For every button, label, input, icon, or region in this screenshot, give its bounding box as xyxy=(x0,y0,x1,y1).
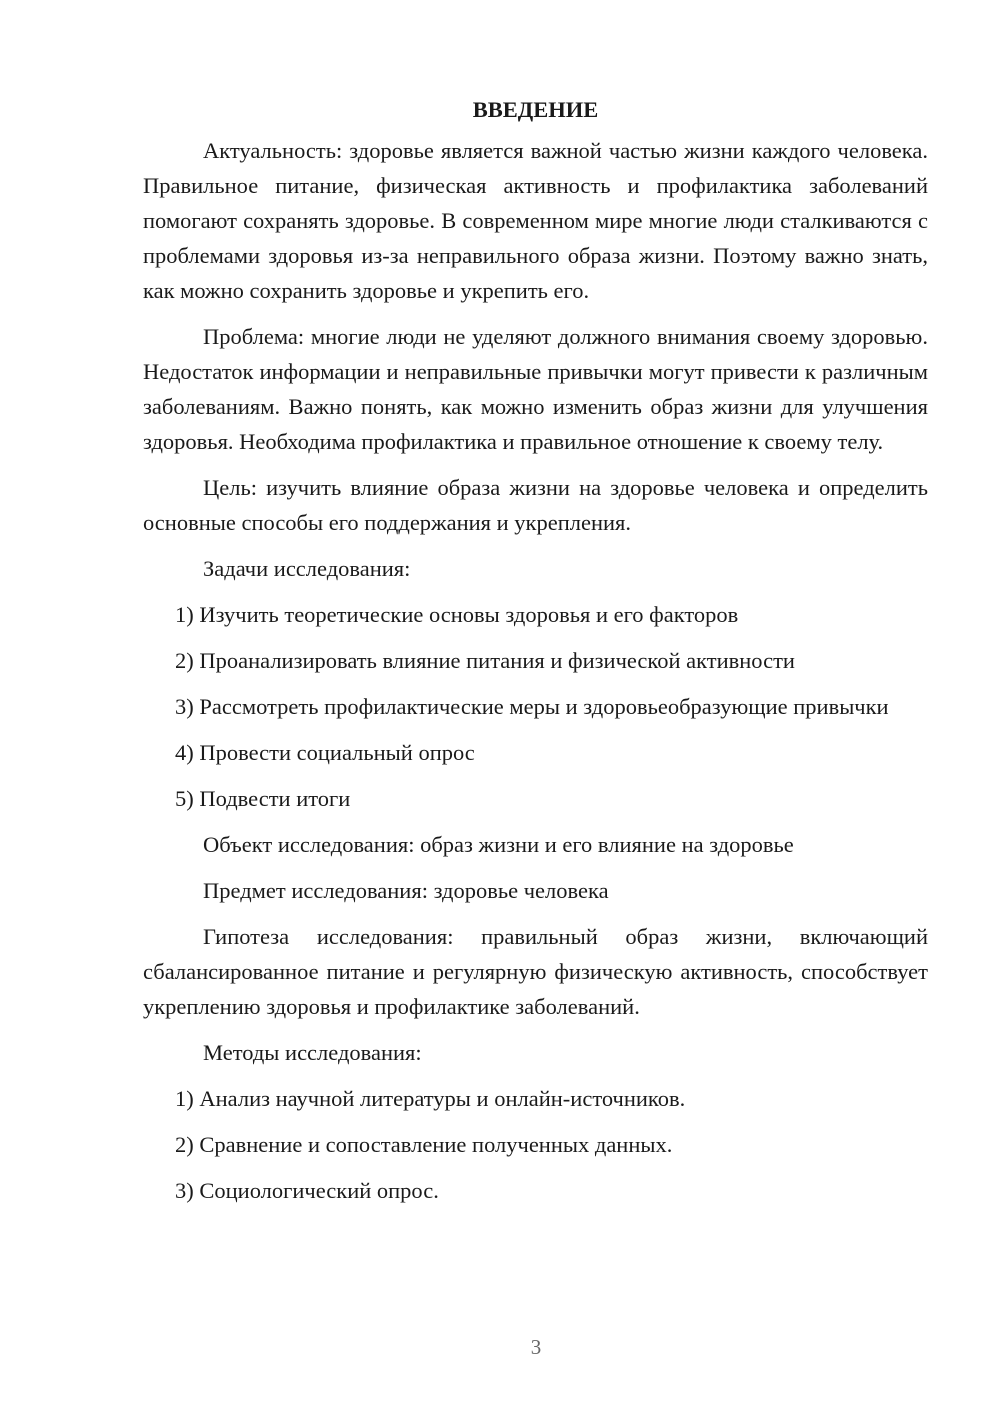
method-item-3: 3) Социологический опрос. xyxy=(175,1178,439,1203)
task-item-1: 1) Изучить теоретические основы здоровья и его факторов xyxy=(175,602,739,627)
task-item-3: 3) Рассмотреть профилактические меры и здоровьеобразующие привычки xyxy=(175,694,889,719)
problem-paragraph: Проблема: многие люди не уделяют должного внимания своему здоровью. Недостаток информации и неправильные привычки могут привести к различным заболеваниям. Важно понять, как можно изменить образ жизни для улучшения здоровья. Необходима профилактика и правильное отношение к своему телу. xyxy=(143,324,928,454)
method-item-2: 2) Сравнение и сопоставление полученных данных. xyxy=(175,1132,673,1157)
page-number: 3 xyxy=(530,1335,542,1359)
task-item-5: 5) Подвести итоги xyxy=(175,786,351,811)
relevance-paragraph: Актуальность: здоровье является важной частью жизни каждого человека. Правильное питание, физическая активность и профилактика заболеваний помогают сохранять здоровье. В современном мире многие люди сталкиваются с проблемами здоровья из-за неправильного образа жизни. Поэтому важно знать, как можно сохранить здоровье и укрепить его. xyxy=(143,138,928,303)
page-title: ВВЕДЕНИЕ xyxy=(472,97,599,122)
research-object: Объект исследования: образ жизни и его влияние на здоровье xyxy=(203,832,794,857)
task-item-2: 2) Проанализировать влияние питания и физической активности xyxy=(175,648,795,673)
method-item-1: 1) Анализ научной литературы и онлайн-источников. xyxy=(175,1086,686,1111)
methods-heading: Методы исследования: xyxy=(203,1040,422,1065)
goal-paragraph: Цель: изучить влияние образа жизни на здоровье человека и определить основные способы его поддержания и укрепления. xyxy=(143,475,928,535)
task-item-4: 4) Провести социальный опрос xyxy=(175,740,475,765)
hypothesis-paragraph: Гипотеза исследования: правильный образ жизни, включающий сбалансированное питание и регулярную физическую активность, способствует укреплению здоровья и профилактике заболеваний. xyxy=(143,924,928,1019)
page-content xyxy=(143,92,928,1219)
research-subject: Предмет исследования: здоровье человека xyxy=(203,878,609,903)
tasks-heading: Задачи исследования: xyxy=(203,556,411,581)
